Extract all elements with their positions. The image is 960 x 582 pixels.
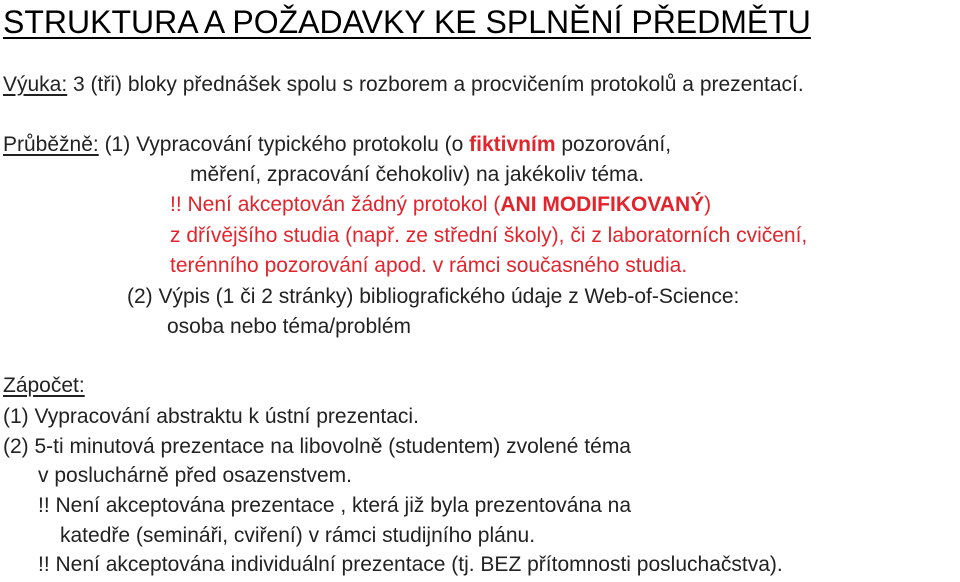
vyuka-text: 3 (tři) bloky přednášek spolu s rozborem a procvičením protokolů a prezentací. bbox=[67, 73, 804, 96]
protocol-warning-a: !! Není akceptován žádný protokol ( bbox=[170, 193, 501, 216]
zapocet-warning1: !! Není akceptována prezentace , která již byla prezentována na bbox=[38, 494, 632, 517]
prubezne-item1 bbox=[3, 133, 671, 157]
prubezne-item1-b: pozorování, bbox=[555, 133, 672, 156]
vyuka-paragraph bbox=[3, 73, 804, 97]
zapocet-line1: (1) Vypracování abstraktu k ústní prezentaci. bbox=[3, 405, 419, 428]
page-title: STRUKTURA A POŽADAVKY KE SPLNĚNÍ PŘEDMĚTU bbox=[3, 4, 811, 40]
protocol-warning-bold: ANI MODIFIKOVANÝ bbox=[500, 193, 705, 216]
prubezne-item2: (2) Výpis (1 či 2 stránky) bibliografického údaje z Web-of-Science: bbox=[127, 285, 740, 308]
zapocet-warning1-line2: katedře (semináři, cviření) v rámci studijního plánu. bbox=[60, 524, 536, 547]
zapocet-warning2: !! Není akceptována individuální prezentace (tj. BEZ přítomnosti posluchačstva). bbox=[38, 553, 783, 576]
protocol-warning-line3: terénního pozorování apod. v rámci současného studia. bbox=[170, 254, 688, 277]
prubezne-label: Průběžně: bbox=[3, 133, 99, 156]
zapocet-line2: (2) 5-ti minutová prezentace na libovolně (studentem) zvolené téma bbox=[3, 435, 631, 458]
protocol-warning-line2: z dřívějšího studia (např. ze střední školy), či z laboratorních cvičení, bbox=[170, 224, 808, 247]
fiktivnim-highlight: fiktivním bbox=[469, 133, 556, 156]
zapocet-line3: v posluchárně před osazenstvem. bbox=[38, 464, 353, 487]
protocol-warning-b: ) bbox=[704, 193, 712, 216]
zapocet-label: Zápočet: bbox=[3, 374, 85, 397]
prubezne-item2-line2: osoba nebo téma/problém bbox=[167, 315, 411, 338]
protocol-warning bbox=[170, 193, 711, 217]
prubezne-item1-a: (1) Vypracování typického protokolu (o bbox=[98, 133, 470, 156]
prubezne-item1-line2: měření, zpracování čehokoliv) na jakékoliv téma. bbox=[190, 163, 645, 186]
vyuka-label: Výuka: bbox=[3, 73, 68, 96]
